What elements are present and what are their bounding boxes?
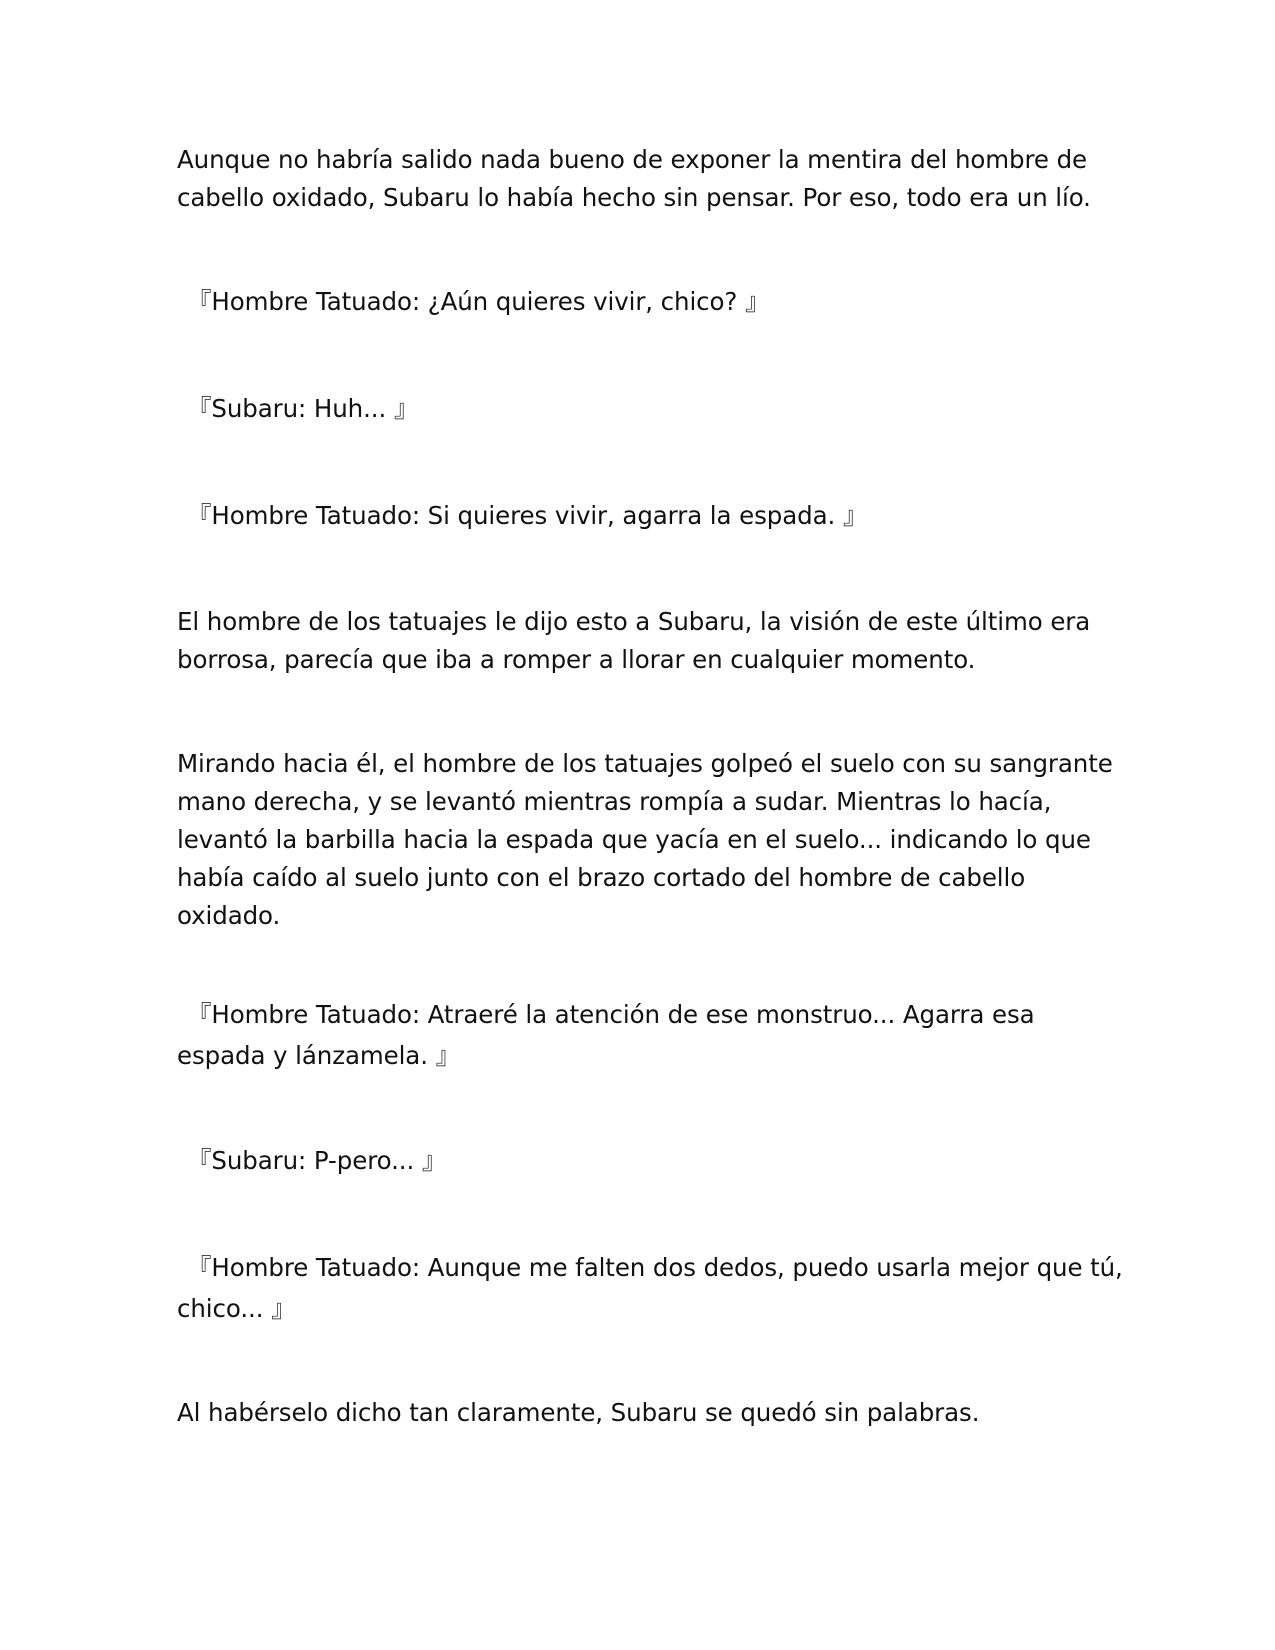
text-line: mano derecha, y se levantó mientras rompía a sudar. Mientras lo hacía,: [177, 787, 1052, 816]
paragraph-narration: [177, 603, 1117, 679]
text-line: Mirando hacia él, el hombre de los tatuajes golpeó el suelo con su sangrante: [177, 749, 1113, 778]
text-line: 『Hombre Tatuado: Atraeré la atención de ese monstruo... Agarra esa: [187, 1000, 1035, 1029]
text-line: 『Subaru: Huh... 』: [187, 394, 419, 423]
paragraph-dialogue: [177, 996, 1117, 1075]
text-line: chico... 』: [177, 1294, 296, 1323]
text-line: borrosa, parecía que iba a romper a llorar en cualquier momento.: [177, 645, 976, 674]
paragraph-narration: [177, 141, 1117, 217]
text-line: levantó la barbilla hacia la espada que yacía en el suelo... indicando lo que: [177, 825, 1091, 854]
text-line: El hombre de los tatuajes le dijo esto a Subaru, la visión de este último era: [177, 607, 1091, 636]
text-line: cabello oxidado, Subaru lo había hecho sin pensar. Por eso, todo era un lío.: [177, 183, 1091, 212]
text-line: 『Hombre Tatuado: Aunque me falten dos dedos, puedo usarla mejor que tú,: [187, 1253, 1123, 1282]
paragraph-dialogue: [177, 283, 1117, 321]
paragraph-narration: [177, 745, 1117, 935]
text-line: Aunque no habría salido nada bueno de exponer la mentira del hombre de: [177, 145, 1088, 174]
text-line: espada y lánzamela. 』: [177, 1041, 460, 1070]
text-line: Al habérselo dicho tan claramente, Subaru se quedó sin palabras.: [177, 1398, 980, 1427]
text-line: oxidado.: [177, 901, 281, 930]
paragraph-dialogue: [177, 1142, 1117, 1180]
paragraph-narration: [177, 1394, 1117, 1432]
text-line: 『Hombre Tatuado: Si quieres vivir, agarra la espada. 』: [187, 501, 868, 530]
paragraph-dialogue: [177, 1249, 1123, 1328]
text-line: 『Subaru: P-pero... 』: [187, 1146, 447, 1175]
text-line: 『Hombre Tatuado: ¿Aún quieres vivir, chico? 』: [187, 287, 770, 316]
text-line: había caído al suelo junto con el brazo cortado del hombre de cabello: [177, 863, 1026, 892]
paragraph-dialogue: [177, 390, 1117, 428]
paragraph-dialogue: [177, 497, 1117, 535]
